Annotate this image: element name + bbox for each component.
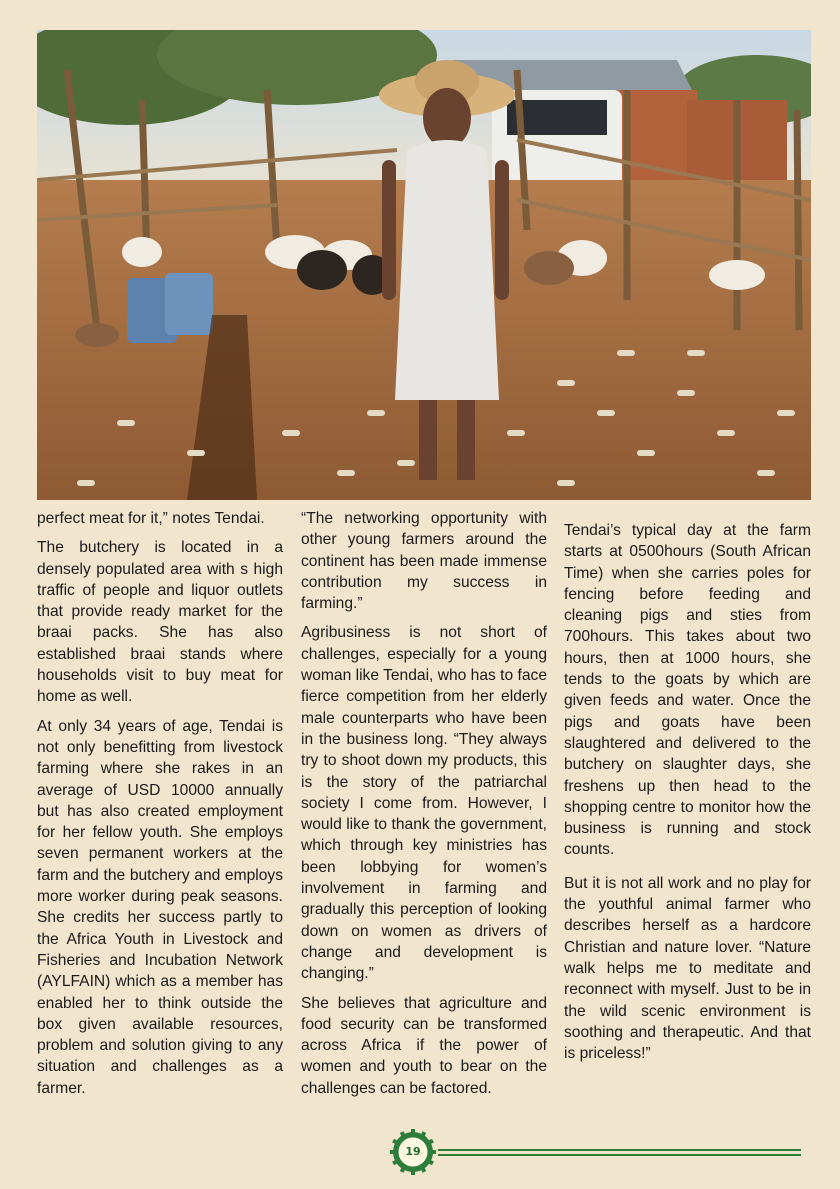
paragraph: “The networking opportunity with other young farmers around the continent has been made immense contribution my success in farming.” [301, 510, 547, 613]
text-column-1 [37, 508, 283, 1107]
paragraph: perfect meat for it,” notes Tendai. [37, 510, 265, 527]
farm-scene-illustration [37, 30, 811, 500]
paragraph: Agribusiness is not short of challenges, especially for a young woman like Tendai, who has to face fierce competition from her elderly male counterparts who have been in the business long. “They always try to shoot down my products, this is the story of the patriarchal society I come from. However, I would like to thank the government, which through key ministries has been lobbying for women’s involvement in farming and gradually this perception of looking down on women as drivers of change and development is changing.” [301, 624, 547, 983]
paragraph: The butchery is located in a densely populated area with s high traffic of people and liquor outlets that provide ready market for the braai packs. She has also established braai stands where households visit to buy meat for home as well. [37, 539, 283, 706]
footer-rule [438, 1154, 801, 1156]
text-column-3 [564, 520, 811, 1072]
page-number: 19 [405, 1145, 421, 1158]
text-column-2 [301, 508, 547, 1107]
paragraph: She believes that agriculture and food security can be transformed across Africa if the power of women and youth to bear on the challenges can be factored. [301, 994, 547, 1097]
article-photo [37, 30, 811, 500]
paragraph: Tendai’s typical day at the farm starts at 0500hours (South African Time) when she carries poles for fencing before feeding and cleaning pigs and sties from 700hours. This takes about two hours, then at 1000 hours, she tends to the goats by which are given feeds and water. Once the pigs and goats have been slaughtered and delivered to the butchery on slaughter days, she freshens up then head to the shopping centre to monitor how the business is running and stock counts. [564, 522, 811, 859]
paragraph: But it is not all work and no play for the youthful animal farmer who describes herself as a hardcore Christian and nature lover. “Nature walk helps me to meditate and reconnect with myself. Just to be in the wild scenic environment is soothing and therapeutic. And that is priceless!” [564, 874, 811, 1063]
paragraph: At only 34 years of age, Tendai is not only benefitting from livestock farming where she rakes in an average of USD 10000 annually but has also created employment for her fellow youth. She employs seven permanent workers at the farm and the butchery and employs more worker during peak seasons. She credits her success partly to the Africa Youth in Livestock and Fisheries and Incubation Network (AYLFAIN) which as a member has enabled her to think outside the box given available resources, problem and solution giving to any situation and challenges as a farmer. [37, 717, 283, 1097]
footer-rule [438, 1149, 801, 1151]
